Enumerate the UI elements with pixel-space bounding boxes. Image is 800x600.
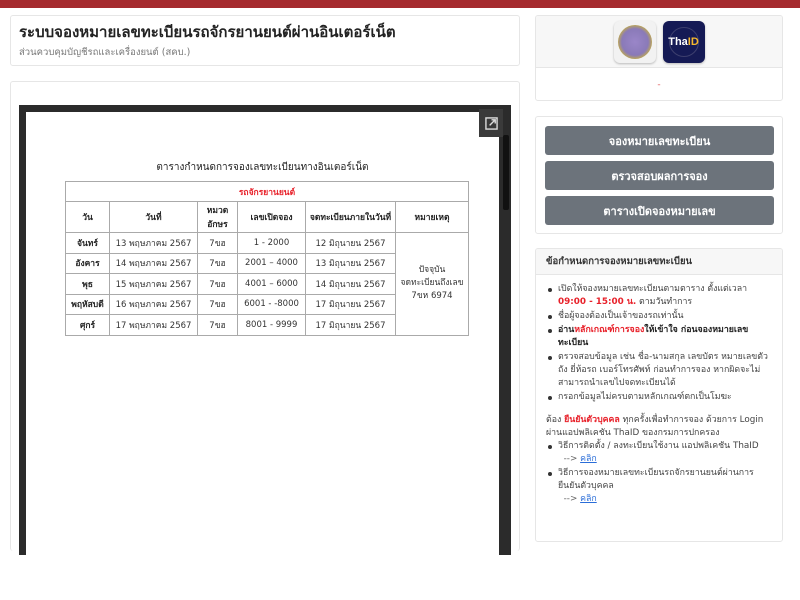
- cell-register-by: 14 มิถุนายน 2567: [306, 274, 396, 295]
- cell-date: 14 พฤษภาคม 2567: [110, 253, 198, 274]
- schedule-table: [65, 181, 469, 336]
- term-text: เปิดให้จองหมายเลขทะเบียนตามตาราง ตั้งแต่เวลา: [558, 284, 748, 294]
- page-subtitle: ส่วนควบคุมบัญชีรถและเครื่องยนต์ (สคบ.): [19, 47, 191, 58]
- col-range: เลขเปิดจอง: [238, 202, 306, 233]
- external-link-icon: [485, 117, 498, 130]
- identity-highlight: ยืนยันตัวบุคคล: [564, 415, 620, 425]
- note-text: ทุกครั้งเพื่อทำการจอง ด้วยการ Login ผ่านแอปพลิเคชัน ThaID ของกรมการปกครอง: [546, 415, 764, 438]
- note-line1: ปัจจุบัน: [418, 265, 446, 276]
- arrow-icon: -->: [563, 494, 578, 504]
- cell-date: 16 พฤษภาคม 2567: [110, 294, 198, 315]
- cell-register-by: 17 มิถุนายน 2567: [306, 294, 396, 315]
- hours-highlight: 09:00 - 15:00 น.: [558, 297, 637, 307]
- cell-day: พุธ: [66, 274, 110, 295]
- schedule-card: [10, 81, 520, 551]
- logo-status: [536, 68, 782, 101]
- col-note: หมายเหตุ: [396, 202, 469, 233]
- thaid-logo: [663, 21, 705, 63]
- thaid-guide-link[interactable]: คลิก: [580, 454, 597, 464]
- cell-series: 7ขฮ: [198, 315, 238, 336]
- check-result-button[interactable]: ตรวจสอบผลการจอง: [545, 161, 774, 190]
- viewer-scrollbar[interactable]: [503, 135, 509, 210]
- logo-row: [536, 16, 782, 68]
- thaid-text-tha: Tha: [668, 35, 688, 48]
- rules-link[interactable]: หลักเกณฑ์การจอง: [574, 325, 645, 335]
- dlt-seal-logo: [614, 21, 656, 63]
- cell-series: 7ขฮ: [198, 294, 238, 315]
- garuda-seal-icon: [618, 25, 652, 59]
- cell-series: 7ขฮ: [198, 253, 238, 274]
- cell-range: 6001 - -8000: [238, 294, 306, 315]
- list-item: [546, 440, 772, 466]
- list-item: กรอกข้อมูลไม่ครบตามหลักเกณฑ์ตกเป็นโมฆะ: [546, 391, 772, 404]
- thaid-text-id: ID: [687, 35, 699, 48]
- list-item: [546, 283, 772, 309]
- col-day: วัน: [66, 202, 110, 233]
- cell-range: 4001 – 6000: [238, 274, 306, 295]
- terms-body: [536, 275, 782, 506]
- page-title: ระบบจองหมายเลขทะเบียนรถจักรยานยนต์ผ่านอินเตอร์เน็ต: [19, 23, 396, 41]
- note-text: ต้อง: [546, 415, 565, 425]
- cell-date: 13 พฤษภาคม 2567: [110, 233, 198, 254]
- cell-range: 2001 – 4000: [238, 253, 306, 274]
- table-caption: รถจักรยานยนต์: [66, 182, 469, 202]
- note-line2: จดทะเบียนถึงเลข: [400, 278, 464, 289]
- cell-date: 15 พฤษภาคม 2567: [110, 274, 198, 295]
- col-series-line2: อักษร: [207, 220, 228, 230]
- status-mark: -: [657, 79, 661, 90]
- cell-day: ศุกร์: [66, 315, 110, 336]
- action-menu: [535, 116, 783, 234]
- cell-register-by: 12 มิถุนายน 2567: [306, 233, 396, 254]
- terms-list: [546, 283, 772, 404]
- guide-list: [546, 440, 772, 506]
- note-line3: 7ขห 6974: [411, 291, 453, 302]
- top-accent-bar: [0, 0, 800, 8]
- list-item: ตรวจสอบข้อมูล เช่น ชื่อ-นามสกุล เลขบัตร หมายเลขตัวถัง ยี่ห้อรถ เบอร์โทรศัพท์ ก่อนทำการจอง หากผิดจะไม่สามารถนำเลขไปจดทะเบียนได้: [546, 351, 772, 390]
- identity-note: [546, 414, 772, 440]
- cell-day: อังคาร: [66, 253, 110, 274]
- list-item: [546, 467, 772, 506]
- cell-note: [396, 233, 469, 336]
- schedule-button[interactable]: ตารางเปิดจองหมายเลข: [545, 196, 774, 225]
- list-item: [546, 324, 772, 350]
- document-title: ตารางกำหนดการจองเลขทะเบียนทางอินเตอร์เน็ต: [156, 162, 369, 173]
- cell-date: 17 พฤษภาคม 2567: [110, 315, 198, 336]
- logo-panel: [535, 15, 783, 101]
- cell-range: 8001 - 9999: [238, 315, 306, 336]
- list-item: ชื่อผู้จองต้องเป็นเจ้าของรถเท่านั้น: [546, 310, 772, 323]
- cell-day: จันทร์: [66, 233, 110, 254]
- thaid-logo-text: [668, 36, 699, 48]
- guide-text: วิธีการจองหมายเลขทะเบียนรถจักรยานยนต์ผ่านการยืนยันตัวบุคคล: [558, 468, 754, 491]
- cell-series: 7ขฮ: [198, 233, 238, 254]
- guide-text: วิธีการติดตั้ง / ลงทะเบียนใช้งาน แอปพลิเคชัน ThaID: [558, 441, 759, 451]
- col-series: [198, 202, 238, 233]
- terms-heading: ข้อกำหนดการจองหมายเลขทะเบียน: [536, 249, 782, 275]
- cell-range: 1 - 2000: [238, 233, 306, 254]
- page-header: [10, 15, 520, 66]
- term-text: ให้เข้าใจ ก่อนจองหมายเลขทะเบียน: [558, 325, 749, 348]
- open-in-new-window-button[interactable]: [479, 109, 503, 137]
- col-date: วันที่: [110, 202, 198, 233]
- cell-register-by: 13 มิถุนายน 2567: [306, 253, 396, 274]
- col-register-by: จดทะเบียนภายในวันที่: [306, 202, 396, 233]
- terms-panel: [535, 248, 783, 542]
- document-page: [26, 112, 499, 557]
- cell-register-by: 17 มิถุนายน 2567: [306, 315, 396, 336]
- table-row: [66, 233, 469, 254]
- term-text: อ่าน: [558, 325, 575, 335]
- cell-day: พฤหัสบดี: [66, 294, 110, 315]
- embedded-document-viewer[interactable]: [19, 105, 511, 555]
- term-text: ตามวันทำการ: [636, 297, 693, 307]
- table-header-row: [66, 202, 469, 233]
- cell-series: 7ขฮ: [198, 274, 238, 295]
- reserve-plate-button[interactable]: จองหมายเลขทะเบียน: [545, 126, 774, 155]
- col-series-line1: หมวด: [206, 206, 229, 216]
- arrow-icon: -->: [563, 454, 578, 464]
- reservation-guide-link[interactable]: คลิก: [580, 494, 597, 504]
